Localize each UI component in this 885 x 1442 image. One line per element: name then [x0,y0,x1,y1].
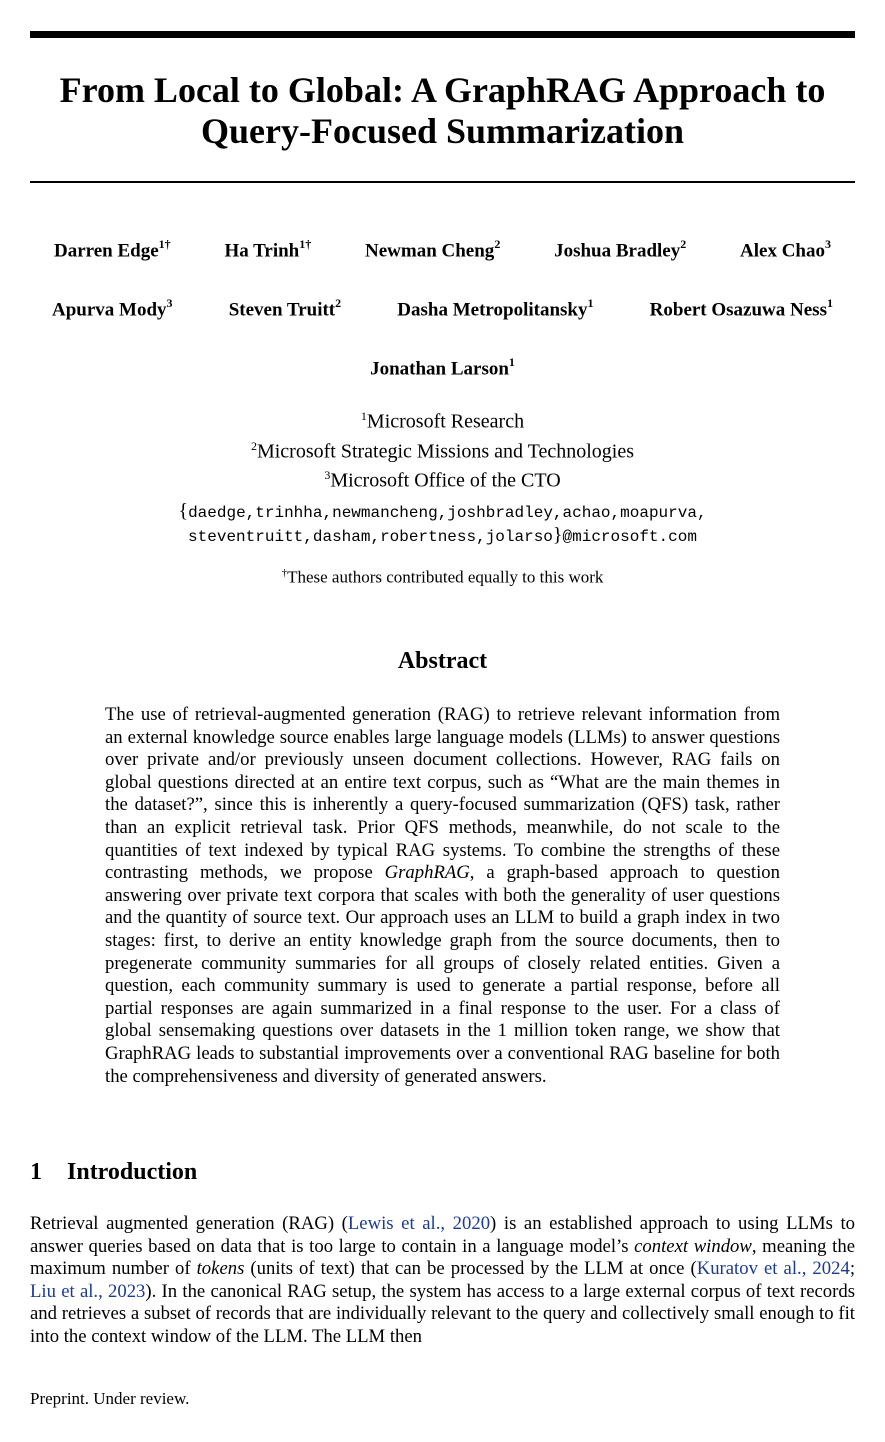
author: Steven Truitt$^2$ [228,296,342,321]
title-line-2: Query-Focused Summarization [201,111,684,151]
author: Apurva Mody$^3$ [52,296,173,321]
top-rule [30,31,855,38]
author: Alex Chao$^3$ [740,237,831,262]
preprint-footer: Preprint. Under review. [30,1389,190,1408]
citation-link[interactable]: Lewis et al., 2020 [347,1213,491,1234]
title-bottom-rule [30,181,855,183]
author: Darren Edge$^{1\dagger}$ [54,237,171,262]
author-row-1 [30,238,855,262]
author: Robert Osazuwa Ness$^1$ [649,296,833,321]
affiliations [30,404,855,493]
author: Jonathan Larson$^1$ [370,355,515,380]
author-row-2 [30,297,855,321]
author: Joshua Bradley$^2$ [554,237,687,262]
affiliation: $^1$Microsoft Research [360,409,525,433]
author: Ha Trinh$^{1\dagger}$ [224,237,312,262]
intro-paragraph: Retrieval augmented generation (RAG) (Lewis et al., 2020) is an established approach to using LLMs to answer queries based on data that is too large to contain in a language model’s context window, meaning the maximum number of tokens (units of text) that can be processed by the LLM at once (Kuratov et al., 2024; Liu et al., 2023). In the canonical RAG setup, the system has access to a large external corpus of text records and retrieves a subset of records that are individually relevant to the query and collectively small enough to fit into the context window of the LLM. The LLM then [30,1213,856,1347]
section-heading: 1 Introduction [30,1159,198,1185]
affiliation: $^2$Microsoft Strategic Missions and Technologies [250,438,635,463]
abstract-body: The use of retrieval-augmented generation (RAG) to retrieve relevant information from an external knowledge source enables large language models (LLMs) to answer questions over private and/or previously unseen document collections. However, RAG fails on global questions directed at an entire text corpus, such as “What are the main themes in the dataset?”, since this is inherently a query-focused summarization (QFS) task, rather than an explicit retrieval task. Prior QFS methods, meanwhile, do not scale to the quantities of text indexed by typical RAG systems. To combine the strengths of these contrasting methods, we propose GraphRAG, a graph-based approach to question answering over private text corpora that scales with both the generality of user questions and the quantity of source text. Our approach uses an LLM to build a graph index in two stages: first, to derive an entity knowledge graph from the source documents, then to pregenerate community summaries for all groups of closely related entities. Given a question, each community summary is used to generate a partial response, before all partial responses are again summarized in a final response to the user. For a class of global sensemaking questions over datasets in the 1 million token range, we show that GraphRAG leads to substantial improvements over a conventional RAG baseline for both the comprehensiveness and diversity of generated answers. [105,704,780,1087]
title-line-1: From Local to Global: A GraphRAG Approach to [59,70,826,110]
citation-link[interactable]: Liu et al., 2023 [30,1280,146,1302]
abstract-heading: Abstract [397,648,488,674]
author: Newman Cheng$^2$ [365,237,501,262]
author-emails: {daedge,trinhha,newmancheng,joshbradley,achao,moapurva, steventruitt,dasham,robertness,jolarso}@microsoft.com [178,500,707,546]
paper-title [30,70,855,152]
affiliation: $^3$Microsoft Office of the CTO [324,468,561,492]
author-row-3 [30,356,855,380]
author: Dasha Metropolitansky$^1$ [397,296,594,321]
equal-contribution-note: †These authors contributed equally to this work [281,567,604,587]
citation-link[interactable]: Kuratov et al., 2024 [696,1258,850,1280]
